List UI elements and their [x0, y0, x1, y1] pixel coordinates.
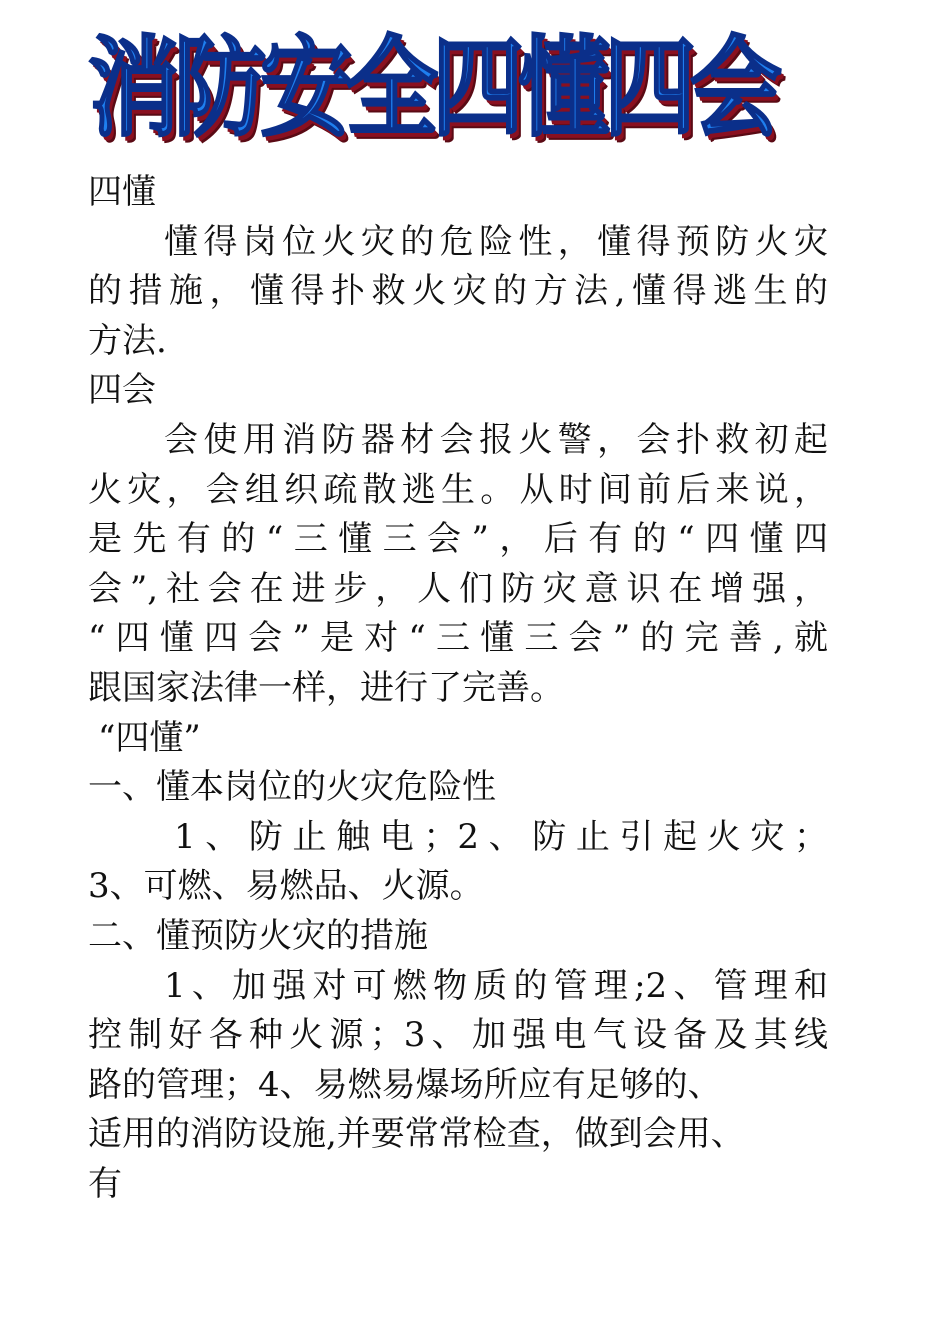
paragraph-line: 方法.: [88, 320, 167, 361]
document-title: 消防安全四懂四会: [88, 25, 777, 152]
paragraph-line: 有: [88, 1163, 122, 1204]
paragraph-line: 懂得岗位火灾的危险性，懂得预防火灾: [164, 221, 828, 262]
paragraph-line: 适用的消防设施,并要常常检查，做到会用、: [88, 1114, 745, 1155]
paragraph-line: 的措施，懂得扑救火灾的方法,懂得逃生的: [88, 271, 828, 312]
paragraph-line: 3、可燃、易燃品、火源。: [88, 866, 484, 907]
paragraph-line: “四懂四会”是对“三懂三会”的完善,就: [88, 618, 828, 659]
paragraph-line: 1、防止触电；2、防止引起火灾；: [174, 816, 828, 857]
paragraph-line: 是先有的“三懂三会”，后有的“四懂四: [88, 519, 828, 560]
paragraph-line: 火灾，会组织疏散逃生。从时间前后来说，: [88, 469, 828, 510]
paragraph-line: 路的管理；4、易燃易爆场所应有足够的、: [88, 1064, 722, 1105]
paragraph-line: 会使用消防器材会报火警，会扑救初起: [164, 419, 828, 460]
list-heading-1: 一、懂本岗位的火灾危险性: [88, 767, 496, 808]
section-heading-four-understand: 四懂: [88, 172, 156, 212]
paragraph-line: 控制好各种火源；3、加强电气设备及其线: [88, 1015, 828, 1056]
list-heading-2: 二、懂预防火灾的措施: [88, 915, 428, 956]
document-body: [88, 168, 828, 1209]
paragraph-line: 跟国家法律一样，进行了完善。: [88, 667, 564, 708]
section-heading-four-can: 四会: [88, 370, 156, 411]
quoted-heading: “四懂”: [98, 717, 201, 758]
paragraph-line: 会”,社会在进步，人们防灾意识在增强，: [88, 568, 828, 609]
paragraph-line: 1、加强对可燃物质的管理;2、管理和: [164, 965, 828, 1006]
